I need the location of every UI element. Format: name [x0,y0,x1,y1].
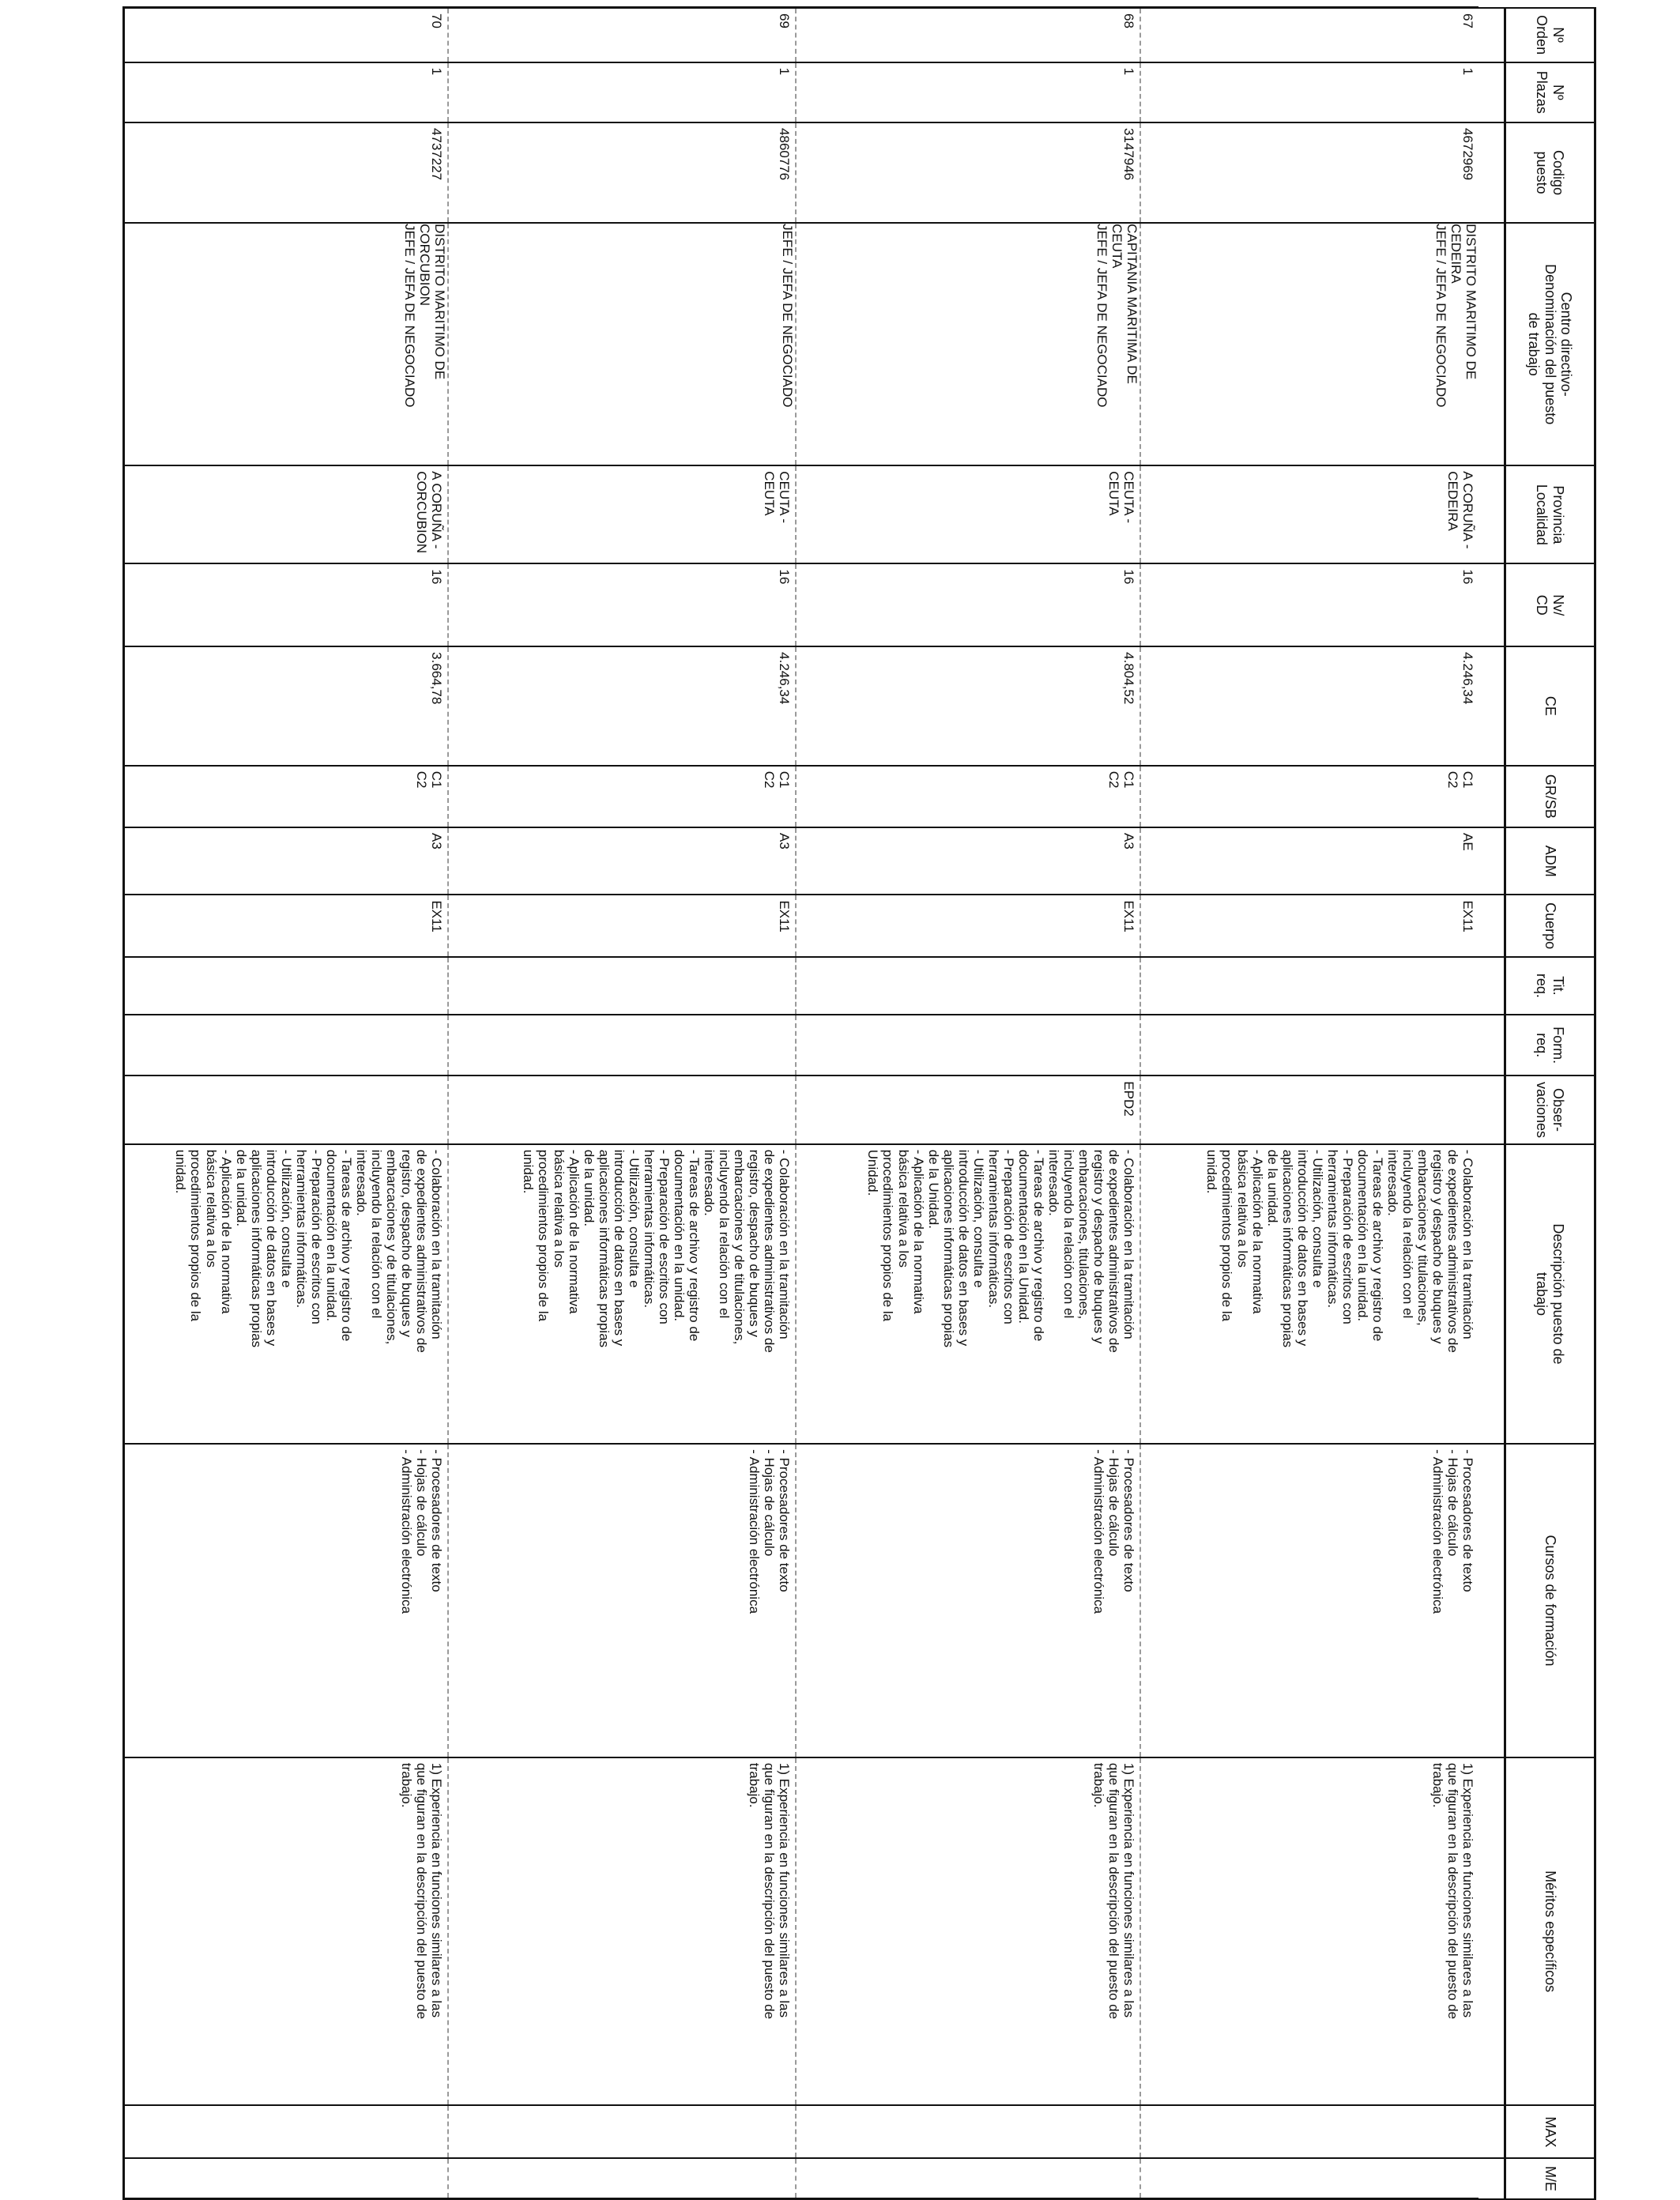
table-row [124,8,448,2199]
header-meritos: Méritos específicos [1505,1757,1595,2105]
cell-orden: 67 [1140,8,1478,62]
cell-titulacion [448,957,796,1015]
cell-ce: 4.804,52 [796,646,1140,766]
cell-plazas: 1 [1140,62,1478,122]
rotated-table-container [126,6,1596,2200]
cell-adm: A3 [796,827,1140,895]
cell-nivel: 16 [796,563,1140,646]
cell-descripcion: - Colaboración en la tramitación de expedientes administrativos de registro, despacho de buques y embarcaciones y de titulaciones, incluyendo la relación con el interesado. - Tareas de archivo y registro de documentación en la unidad. - Preparación de escritos con herramientas informáticas. - Utilización, consulta e introducción de datos en bases y aplicaciones informáticas propias de la unidad. - Aplicación de la normativa básica relativa a los procedimientos propios de la unidad. [448,1144,796,1444]
cell-max [796,2105,1140,2158]
cell-descripcion: - Colaboración en la tramitación de expedientes administrativos de registro, despacho de buques y embarcaciones y de titulaciones, incluyendo la relación con el interesado. - Tareas de archivo y registro de documentación en la unidad. - Preparación de escritos con herramientas informáticas. - Utilización, consulta e introducción de datos en bases y aplicaciones informáticas propias de la unidad. - Aplicación de la normativa básica relativa a los procedimientos propios de la unidad. [124,1144,448,1444]
cell-titulacion [1140,957,1478,1015]
cell-meritos: 1) Experiencia en funciones similares a las que figuran en la descripción del puesto de trabajo. [448,1757,796,2105]
cell-cuerpo: EX11 [124,895,448,956]
table-row [1140,8,1478,2199]
cell-provincia: CEUTA - CEUTA [796,465,1140,563]
cell-orden: 68 [796,8,1140,62]
cell-grupo: C1 C2 [448,766,796,827]
centro-directivo: DISTRITO MARITIMO DE CORCUBION [416,224,447,380]
cell-ce: 4.246,34 [448,646,796,766]
centro-directivo: DISTRITO MARITIMO DE CEDEIRA [1448,224,1478,380]
cell-plazas: 1 [796,62,1140,122]
cell-cuerpo: EX11 [1140,895,1478,956]
cell-me [448,2158,796,2198]
cell-orden: 69 [448,8,796,62]
cell-cursos: - Procesadores de texto - Hojas de cálculo - Administración electrónica [448,1444,796,1757]
cell-cuerpo: EX11 [796,895,1140,956]
cell-meritos: 1) Experiencia en funciones similares a las que figuran en la descripción del puesto de trabajo. [1140,1757,1478,2105]
header-adm: ADM [1505,827,1595,895]
cell-observaciones: EPD2 [796,1076,1140,1143]
cell-formacion [448,1015,796,1076]
table-row [796,8,1140,2199]
cell-adm: A3 [448,827,796,895]
cell-provincia: A CORUÑA - CORCUBION [124,465,448,563]
cell-meritos: 1) Experiencia en funciones similares a las que figuran en la descripción del puesto de trabajo. [124,1757,448,2105]
header-cursos: Cursos de formación [1505,1444,1595,1757]
cell-centro [796,223,1140,465]
cell-titulacion [796,957,1140,1015]
centro-directivo: CAPITANIA MARITIMA DE CEUTA [1109,224,1139,384]
puesto-denominacion: JEFE / JEFA DE NEGOCIADO [401,224,417,408]
cell-formacion [124,1015,448,1076]
cell-centro [1140,223,1478,465]
cell-centro [124,223,448,465]
header-cuerpo: Cuerpo [1505,895,1595,956]
puesto-denominacion: JEFE / JEFA DE NEGOCIADO [780,224,795,408]
cell-descripcion: - Colaboración en la tramitación de expedientes administrativos de registro y despacho de buques y embarcaciones y titulaciones, incluyendo la relación con el interesado. - Tareas de archivo y registro de documentación en la unidad. - Preparación de escritos con herramientas informáticas. - Utilización, consulta e introducción de datos en bases y aplicaciones informáticas propias de la unidad. - Aplicación de la normativa básica relativa a los procedimientos propios de la unidad. [1140,1144,1478,1444]
puesto-denominacion: JEFE / JEFA DE NEGOCIADO [1094,224,1109,408]
cell-adm: A3 [124,827,448,895]
header-codigo: Codigo puesto [1505,122,1595,223]
spacer-row [1478,8,1505,2199]
cell-codigo: 3147946 [796,122,1140,223]
cell-grupo: C1 C2 [1140,766,1478,827]
cell-max [124,2105,448,2158]
cell-observaciones [1140,1076,1478,1143]
cell-codigo: 4672969 [1140,122,1478,223]
cell-ce: 4.246,34 [1140,646,1478,766]
cell-formacion [796,1015,1140,1076]
header-nivel: Nv/ CD [1505,563,1595,646]
table-row [448,8,796,2199]
header-row [1505,8,1595,2199]
cell-max [1140,2105,1478,2158]
cell-provincia: CEUTA - CEUTA [448,465,796,563]
header-grupo: GR/SB [1505,766,1595,827]
cell-cuerpo: EX11 [448,895,796,956]
header-titulacion: Tit. req. [1505,957,1595,1015]
cell-codigo: 4860776 [448,122,796,223]
cell-meritos: 1) Experiencia en funciones similares a las que figuran en la descripción del puesto de trabajo. [796,1757,1140,2105]
header-orden: Nº Orden [1505,8,1595,62]
cell-descripcion: - Colaboración en la tramitación de expedientes administrativos de registro y despacho de buques y embarcaciones, titulaciones, incluyendo la relación con el interesado. - Tareas de archivo y registro de documentación en la Unidad. - Preparación de escritos con herramientas informáticas. - Utilización, consulta e introducción de datos en bases y aplicaciones informáticas propias de la Unidad. - Aplicación de la normativa básica relativa a los procedimientos propios de la Unidad. [796,1144,1140,1444]
cell-formacion [1140,1015,1478,1076]
header-observaciones: Obser- vaciones [1505,1076,1595,1143]
cell-centro [448,223,796,465]
vacancies-table [123,6,1597,2200]
header-ce: CE [1505,646,1595,766]
cell-me [1140,2158,1478,2198]
header-me: M/E [1505,2158,1595,2198]
cell-codigo: 4737227 [124,122,448,223]
cell-adm: AE [1140,827,1478,895]
cell-grupo: C1 C2 [124,766,448,827]
cell-provincia: A CORUÑA - CEDEIRA [1140,465,1478,563]
cell-orden: 70 [124,8,448,62]
cell-observaciones [448,1076,796,1143]
cell-grupo: C1 C2 [796,766,1140,827]
cell-cursos: - Procesadores de texto - Hojas de cálculo - Administración electrónica [1140,1444,1478,1757]
cell-me [124,2158,448,2198]
cell-ce: 3.664,78 [124,646,448,766]
cell-nivel: 16 [448,563,796,646]
header-descripcion: Descripción puesto de trabajo [1505,1144,1595,1444]
cell-plazas: 1 [448,62,796,122]
cell-me [796,2158,1140,2198]
header-formacion: Form. req. [1505,1015,1595,1076]
cell-observaciones [124,1076,448,1143]
cell-cursos: - Procesadores de texto - Hojas de cálculo - Administración electrónica [124,1444,448,1757]
cell-max [448,2105,796,2158]
header-centro: Centro directivo- Denominación del puesto de trabajo [1505,223,1595,465]
cell-nivel: 16 [124,563,448,646]
puesto-denominacion: JEFE / JEFA DE NEGOCIADO [1433,224,1448,408]
header-provincia: Provincia Localidad [1505,465,1595,563]
header-plazas: Nº Plazas [1505,62,1595,122]
cell-titulacion [124,957,448,1015]
cell-nivel: 16 [1140,563,1478,646]
header-max: MAX [1505,2105,1595,2158]
cell-cursos: - Procesadores de texto - Hojas de cálculo - Administración electrónica [796,1444,1140,1757]
cell-plazas: 1 [124,62,448,122]
